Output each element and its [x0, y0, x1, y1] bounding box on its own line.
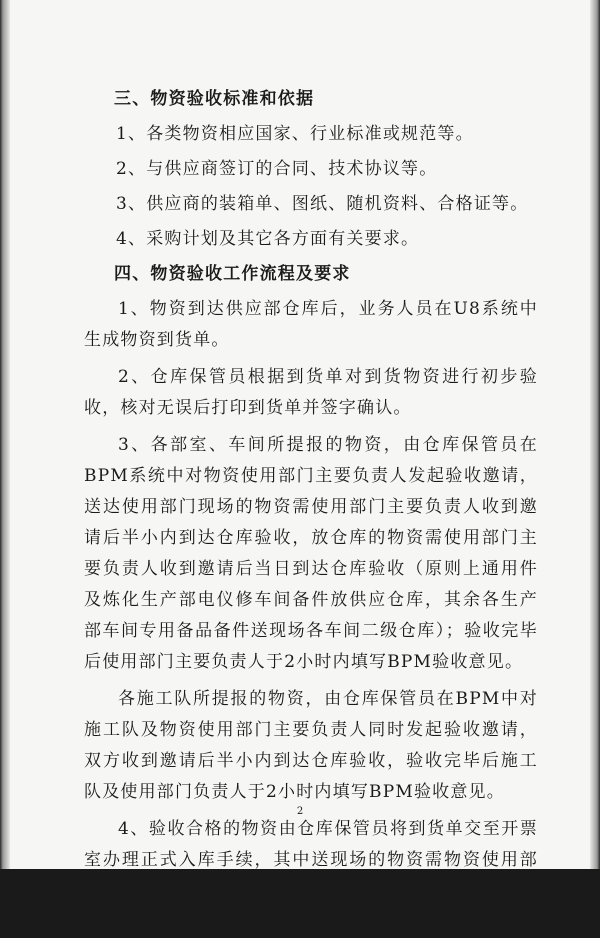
scan-edge-right: [590, 0, 600, 869]
section-3-item-2: 2、与供应商签订的合同、技术协议等。: [116, 159, 438, 179]
scan-edge-left: [0, 0, 10, 869]
section-3-heading: 三、物资验收标准和依据: [114, 89, 315, 109]
section-4-paragraph-3: 3、各部室、车间所提报的物资，由仓库保管员在BPM系统中对物资使用部门主要负责人发起验收邀请，送达使用部门现场的物资需使用部门主要负责人收到邀请后半小内到达仓库验收，放仓库的物资需使用部门主要负责人收到邀请后当日到达仓库验收（原则上通用件及炼化生产部电仪修车间备件放供应仓库，其余各生产部车间专用备品备件送现场各车间二级仓库）；验收完毕后使用部门主要负责人于2小时内填写BPM验收意见。: [84, 435, 538, 672]
section-4-paragraph-2: 2、仓库保管员根据到货单对到货物资进行初步验收，核对无误后打印到货单并签字确认。: [84, 367, 538, 418]
page-number: 2: [296, 806, 304, 817]
section-3-item-1: 1、各类物资相应国家、行业标准或规范等。: [116, 124, 474, 144]
section-4-heading: 四、物资验收工作流程及要求: [114, 264, 351, 284]
section-3-item-3: 3、供应商的装箱单、图纸、随机资料、合格证等。: [116, 194, 529, 214]
section-4-paragraph-4: 各施工队所提报的物资，由仓库保管员在BPM中对施工队及物资使用部门主要负责人同时发起验收邀请，双方收到邀请后半小内到达仓库验收，验收完毕后施工队及使用部门负责人于2小时内填写BPM验收意见。: [84, 689, 538, 802]
section-4-paragraph-1: 1、物资到达供应部仓库后，业务人员在U8系统中生成物资到货单。: [84, 299, 538, 350]
section-4-paragraph-5: 4、验收合格的物资由仓库保管员将到货单交至开票室办理正式入库手续，其中送现场的物资需物资使用部门提交调拨或领料申请，并于审批完成后当日到供应部开票室签字确认。: [84, 819, 538, 932]
section-3-item-4: 4、采购计划及其它各方面有关要求。: [116, 229, 420, 249]
